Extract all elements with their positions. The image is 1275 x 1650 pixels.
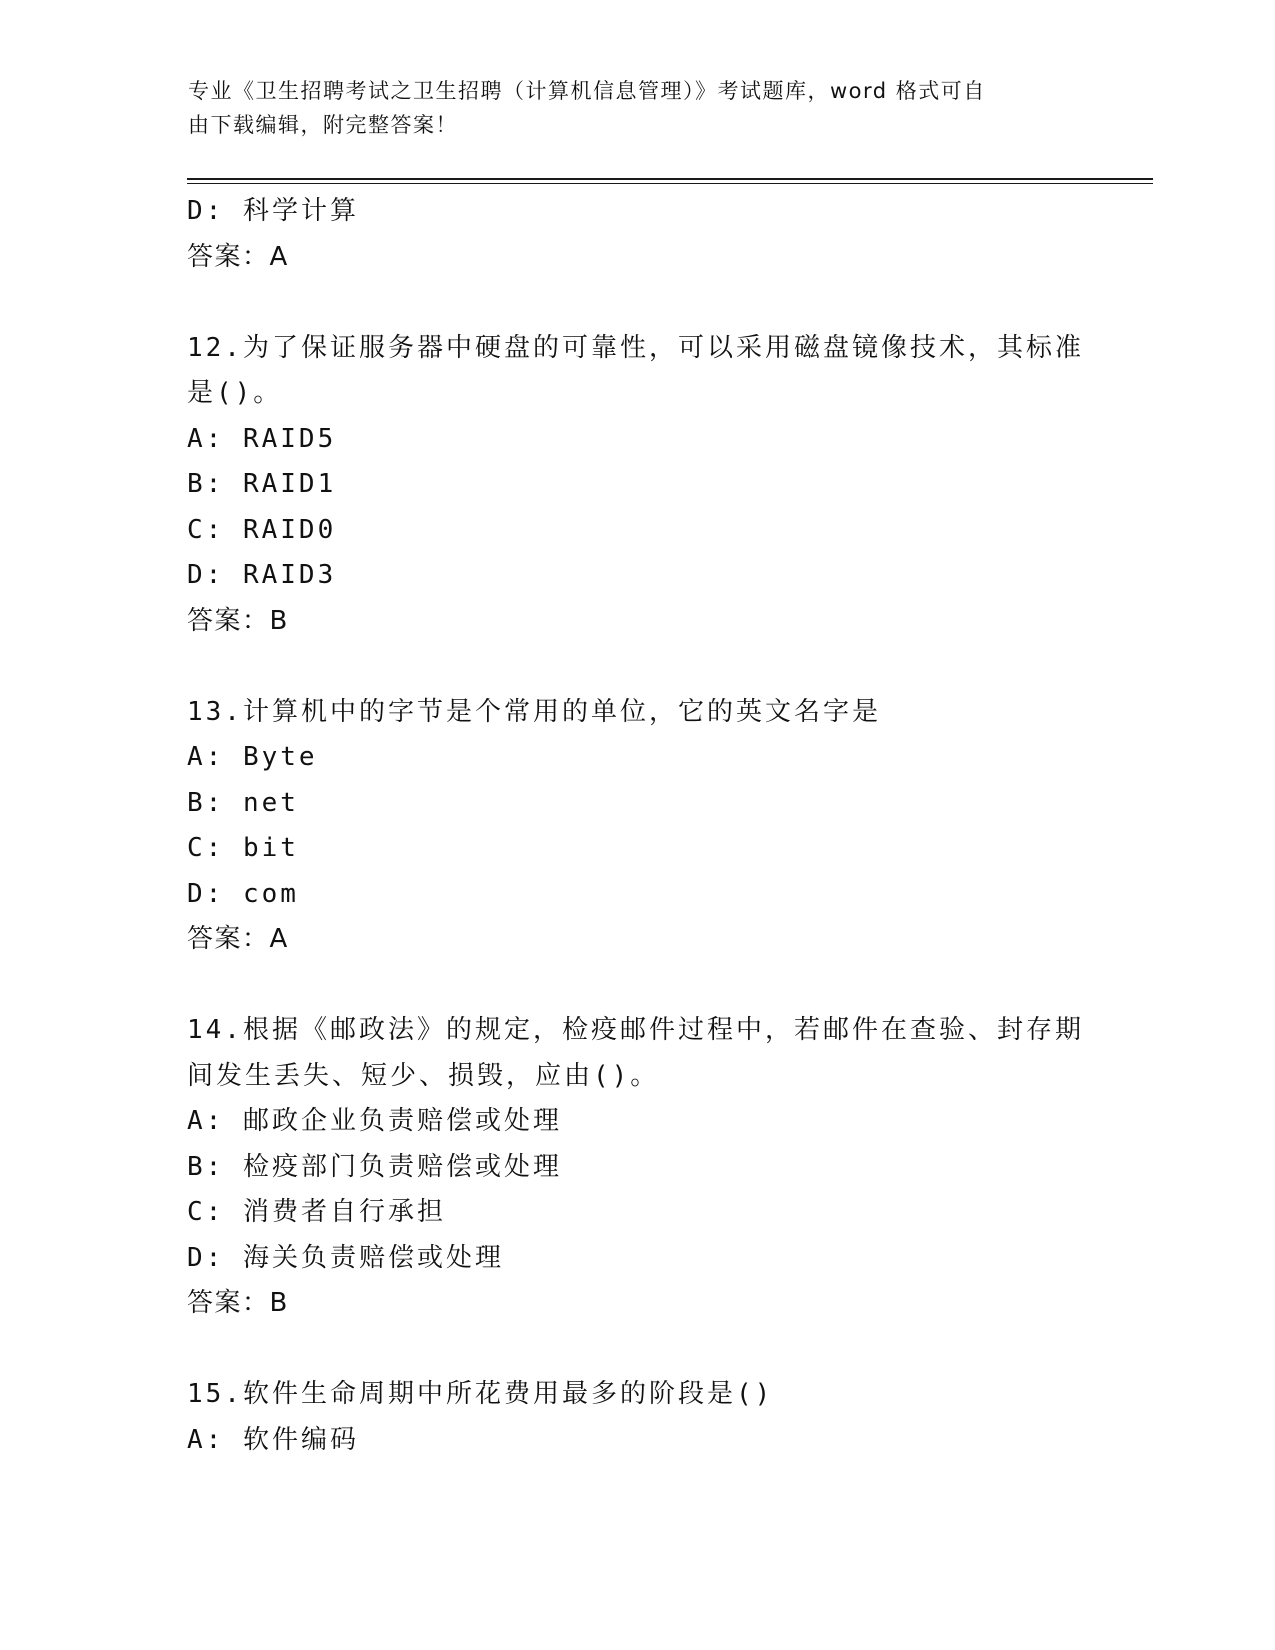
- option-c: C: 消费者自行承担: [187, 1197, 446, 1227]
- option-d: D: 科学计算: [187, 196, 359, 226]
- answer-line: 答案：B: [187, 1288, 289, 1318]
- question-spacer: [187, 280, 1087, 326]
- question-stem: 15.软件生命周期中所花费用最多的阶段是(): [187, 1379, 774, 1409]
- question-spacer: [187, 1327, 1087, 1373]
- question-stem-continued: 间发生丢失、短少、损毁，应由()。: [187, 1060, 660, 1091]
- question-list: [187, 189, 1087, 1463]
- option-b: B: RAID1: [187, 469, 337, 499]
- question-stem: 14.根据《邮政法》的规定，检疫邮件过程中，若邮件在查验、封存期: [187, 1015, 1084, 1045]
- question-13: [187, 690, 1087, 963]
- document-header: [188, 74, 1068, 142]
- question-spacer: [187, 644, 1087, 690]
- header-divider-thick: [187, 178, 1153, 180]
- option-a: A: Byte: [187, 742, 318, 772]
- option-d: D: 海关负责赔偿或处理: [187, 1242, 504, 1273]
- option-a: A: RAID5: [187, 423, 337, 454]
- question-stem: 13.计算机中的字节是个常用的单位，它的英文名字是: [187, 696, 881, 727]
- question-15: [187, 1372, 1087, 1463]
- question-stem-continued: 是()。: [187, 378, 283, 408]
- option-a: A: 邮政企业负责赔偿或处理: [187, 1106, 562, 1136]
- question-14: [187, 1008, 1087, 1327]
- answer-line: 答案：B: [187, 605, 289, 636]
- option-c: C: bit: [187, 833, 299, 863]
- answer-line: 答案：A: [187, 924, 289, 954]
- header-line-2: 由下载编辑，附完整答案！: [188, 113, 458, 137]
- option-c: C: RAID0: [187, 514, 337, 545]
- option-a: A: 软件编码: [187, 1424, 359, 1455]
- option-b: B: 检疫部门负责赔偿或处理: [187, 1151, 562, 1182]
- question-11-tail: [187, 189, 1087, 280]
- option-b: B: net: [187, 787, 299, 818]
- header-divider-thin: [187, 183, 1153, 184]
- option-d: D: com: [187, 878, 299, 909]
- question-spacer: [187, 963, 1087, 1009]
- question-12: [187, 326, 1087, 645]
- answer-line: 答案：A: [187, 241, 289, 272]
- option-d: D: RAID3: [187, 560, 337, 590]
- question-stem: 12.为了保证服务器中硬盘的可靠性，可以采用磁盘镜像技术，其标准: [187, 332, 1084, 363]
- header-line-1: 专业《卫生招聘考试之卫生招聘（计算机信息管理）》考试题库，word 格式可自: [188, 79, 986, 103]
